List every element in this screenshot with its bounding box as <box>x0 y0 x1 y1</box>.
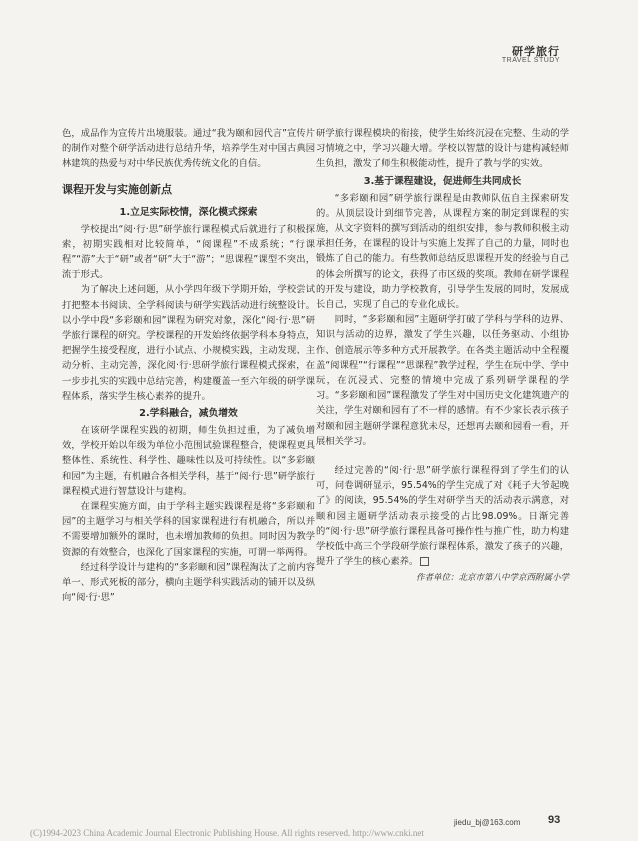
page-number: 93 <box>548 814 561 826</box>
body-paragraph: 同时，“多彩颐和园”主题研学打破了学科与学科的边界、知识与活动的边界，激发了学生兴趣，以任务驱动、小组协作、创造展示等多种方式开展教学。在各类主题活动中全程覆盖“阅课程”“行课程”“思课程”教学过程，学生在玩中学、学中玩，在沉浸式、完整的情境中完成了系列研学课程的学习。“多彩颐和园”课程激发了学生对中国历史文化建筑遗产的关注，学生对颐和园有了不一样的感情。有不少家长表示孩子对颐和园主题研学课程意犹未尽，还想再去颐和园看一看，开展相关学习。 <box>316 314 569 447</box>
body-paragraph: “多彩颐和园”研学旅行课程是由教师队伍自主探索研发的。从顶层设计到细节完善，从课程方案的制定到课程的实施，从文字资料的撰写到活动的组织安排，参与教师积极主动承担任务，在课程的设计与实施上发挥了自己的力量，同时也锻炼了自己的能力。有些教师总结反思课程开发的经验与自己的体会所撰写的论文，获得了市区级的奖项。教师在研学课程的开发与建设，助力学校教育，引导学生发展的同时，发展成长自己，实现了自己的专业化成长。 <box>316 192 569 311</box>
author-affiliation: 作者单位：北京市第八中学京西附属小学 <box>415 573 569 584</box>
body-paragraph: 在课程实施方面，由于学科主题实践课程是将“多彩颐和园”的主题学习与相关学科的国家课程进行有机融合，所以并不需要增加额外的课时，也未增加教师的负担。同时因为教学资源的有效整合，也深化了国家课程的实施，可谓一举两得。 <box>62 501 315 558</box>
subsection-heading: 2.学科融合，减负增效 <box>139 408 238 420</box>
body-paragraph: 学校提出“阅·行·思”研学旅行课程模式后就进行了积极探索，初期实践相对比较简单，“阅课程”不成系统；“行课程”“游”大于“研”或者“研”大于“游”；“思课程”课型不突出，流于形式。 <box>62 223 315 281</box>
body-paragraph: 色，成品作为宣传片出境服装。通过“我为颐和园代言”宣传片的制作对整个研学活动进行总结升华，培养学生对中国古典园林建筑的热爱与对中华民族优秀传统文化的自信。 <box>62 128 315 170</box>
header-subtitle: TRAVEL STUDY <box>501 57 560 64</box>
body-paragraph: 经过完善的“阅·行·思”研学旅行课程得到了学生们的认可，问卷调研显示，95.54%的学生完成了对《耗子大爷起晚了》的阅读，95.54%的学生对研学当天的活动表示满意，对颐和园主题研学活动表示接受的占比98.09%。日渐完善的“阅·行·思”研学旅行课程具备可操作性与推广性，助力构建学校低中高三个学段研学旅行课程体系，激发了孩子的兴趣，提升了学生的核心素养。 <box>316 465 569 568</box>
copyright-notice: (C)1994-2023 China Academic Journal Electronic Publishing House. All rights reserved. http://www.cnki.net <box>30 828 424 838</box>
left-column <box>62 126 315 605</box>
body-paragraph: 在该研学课程实践的初期，师生负担过重，为了减负增效，学校开始以年级为单位小范围试验课程整合，使课程更具整体性、系统性、科学性、趣味性以及可持续性。以“多彩颐和园”为主题，有机融合各相关学科，基于“阅·行·思”研学旅行课程模式进行智慧设计与建构。 <box>62 425 315 497</box>
subsection-heading: 1.立足实际校情，深化模式探索 <box>119 206 258 218</box>
section-heading: 课程开发与实施创新点 <box>62 182 172 196</box>
header-title: 研学旅行 <box>512 45 560 58</box>
right-column <box>316 126 569 585</box>
body-paragraph: 经过科学设计与建构的“多彩颐和园”课程淘汰了之前内容单一、形式死板的部分，横向主题学科实践活动的铺开以及纵向“阅·行·思” <box>62 561 315 604</box>
body-paragraph: 研学旅行课程模块的衔接，使学生始终沉浸在完整、生动的学习情境之中，学习兴趣大增。学校以智慧的设计与建构减轻师生负担，激发了师生积极能动性，提升了教与学的实效。 <box>316 128 569 170</box>
body-paragraph: 为了解决上述问题，从小学四年级下学期开始，学校尝试打把整本书阅读、全学科阅读与研学实践活动进行统整设计。以小学中段“多彩颐和园”课程为研究对象，深化“阅·行·思”研学旅行课程的研究。学校课程的开发始终依据学科本身特点，把握学生接受程度，进行小试点、小规模实践，主动发现、主动分析、主动完善，深化阅·行·思研学旅行课程模式探索，在一步步扎实的实践中总结完善，构建覆盖一至六年级的研学课程体系，落实学生核心素养的提升。 <box>62 284 315 402</box>
paragraph-gap <box>316 449 569 463</box>
subsection-heading: 3.基于课程建设，促进师生共同成长 <box>363 175 522 187</box>
end-of-article-icon <box>420 557 429 566</box>
footer-email: jiedu_bj@163.com <box>454 818 521 827</box>
